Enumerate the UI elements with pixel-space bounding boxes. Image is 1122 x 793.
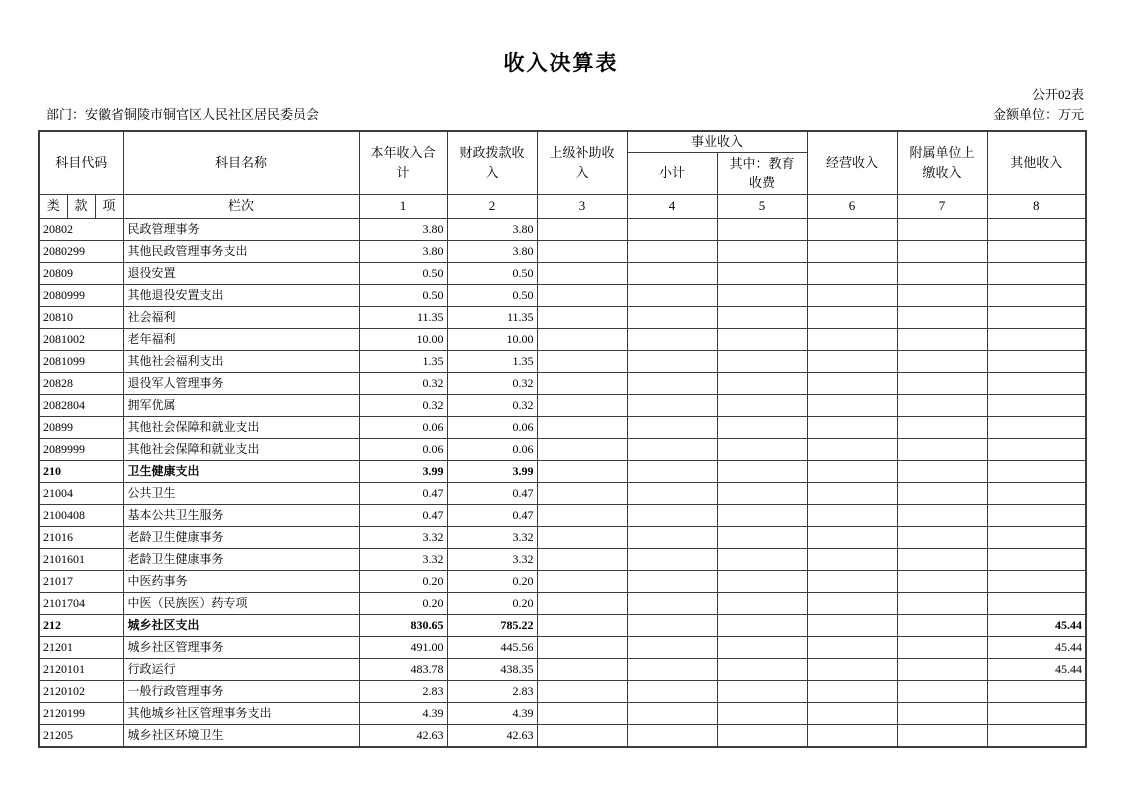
value-cell — [627, 636, 717, 658]
value-cell: 0.06 — [359, 438, 447, 460]
subject-code-cell: 2081002 — [39, 328, 123, 350]
value-cell — [537, 724, 627, 747]
value-cell — [627, 460, 717, 482]
value-cell: 0.32 — [447, 394, 537, 416]
value-cell — [987, 724, 1086, 747]
value-cell — [987, 394, 1086, 416]
value-cell: 0.47 — [447, 482, 537, 504]
value-cell: 3.99 — [447, 460, 537, 482]
subject-name-cell: 城乡社区支出 — [123, 614, 359, 636]
header-fiscal-appropriation: 财政拨款收入 — [447, 131, 537, 194]
subject-name-cell: 其他城乡社区管理事务支出 — [123, 702, 359, 724]
header-col-section: 款 — [67, 194, 95, 218]
subject-code-cell: 20810 — [39, 306, 123, 328]
value-cell — [627, 438, 717, 460]
value-cell — [807, 460, 897, 482]
column-number: 6 — [807, 194, 897, 218]
subject-code-cell: 2081099 — [39, 350, 123, 372]
table-row — [39, 680, 1086, 702]
subject-code-cell: 20828 — [39, 372, 123, 394]
column-number: 4 — [627, 194, 717, 218]
value-cell — [897, 240, 987, 262]
subject-name-cell: 其他退役安置支出 — [123, 284, 359, 306]
subject-name-cell: 老龄卫生健康事务 — [123, 548, 359, 570]
value-cell — [537, 284, 627, 306]
value-cell — [537, 482, 627, 504]
header-other-revenue: 其他收入 — [987, 131, 1086, 194]
subject-name-cell: 拥军优属 — [123, 394, 359, 416]
department-label: 部门：安徽省铜陵市铜官区人民社区居民委员会 — [46, 107, 320, 122]
value-cell — [627, 328, 717, 350]
value-cell — [987, 350, 1086, 372]
value-cell — [807, 416, 897, 438]
subject-name-cell: 其他民政管理事务支出 — [123, 240, 359, 262]
value-cell — [717, 636, 807, 658]
value-cell — [717, 614, 807, 636]
subject-name-cell: 其他社会福利支出 — [123, 350, 359, 372]
value-cell: 0.50 — [447, 262, 537, 284]
subject-code-cell: 20899 — [39, 416, 123, 438]
value-cell — [717, 394, 807, 416]
value-cell — [807, 482, 897, 504]
value-cell — [627, 592, 717, 614]
value-cell — [807, 394, 897, 416]
value-cell: 45.44 — [987, 614, 1086, 636]
subject-code-cell: 212 — [39, 614, 123, 636]
subject-name-cell: 退役安置 — [123, 262, 359, 284]
column-number: 2 — [447, 194, 537, 218]
value-cell — [897, 416, 987, 438]
value-cell — [627, 724, 717, 747]
table-row — [39, 482, 1086, 504]
value-cell — [627, 372, 717, 394]
header-operating-revenue: 经营收入 — [807, 131, 897, 194]
value-cell — [627, 570, 717, 592]
value-cell — [807, 218, 897, 240]
subject-code-cell: 21017 — [39, 570, 123, 592]
value-cell — [717, 724, 807, 747]
value-cell — [807, 328, 897, 350]
subject-code-cell: 20809 — [39, 262, 123, 284]
value-cell — [987, 504, 1086, 526]
unit-label: 金额单位：万元 — [992, 107, 1084, 122]
value-cell — [807, 438, 897, 460]
value-cell: 2.83 — [447, 680, 537, 702]
value-cell — [897, 350, 987, 372]
value-cell: 0.20 — [359, 592, 447, 614]
table-row — [39, 284, 1086, 306]
value-cell — [537, 240, 627, 262]
value-cell: 785.22 — [447, 614, 537, 636]
table-row — [39, 240, 1086, 262]
value-cell — [807, 570, 897, 592]
value-cell: 11.35 — [359, 306, 447, 328]
value-cell — [717, 570, 807, 592]
column-number: 5 — [717, 194, 807, 218]
subject-code-cell: 2082804 — [39, 394, 123, 416]
value-cell — [987, 218, 1086, 240]
value-cell — [537, 702, 627, 724]
subject-name-cell: 民政管理事务 — [123, 218, 359, 240]
value-cell: 0.32 — [359, 372, 447, 394]
value-cell — [987, 306, 1086, 328]
value-cell — [717, 372, 807, 394]
value-cell — [987, 240, 1086, 262]
table-row — [39, 614, 1086, 636]
value-cell — [627, 548, 717, 570]
value-cell: 3.32 — [447, 526, 537, 548]
value-cell: 3.80 — [359, 218, 447, 240]
subject-code-cell: 21004 — [39, 482, 123, 504]
value-cell — [987, 680, 1086, 702]
value-cell: 3.80 — [359, 240, 447, 262]
revenue-table — [38, 130, 1087, 748]
table-row — [39, 372, 1086, 394]
value-cell — [897, 570, 987, 592]
subject-name-cell: 其他社会保障和就业支出 — [123, 438, 359, 460]
table-row — [39, 702, 1086, 724]
value-cell — [717, 504, 807, 526]
value-cell — [627, 394, 717, 416]
value-cell — [537, 526, 627, 548]
subject-name-cell: 其他社会保障和就业支出 — [123, 416, 359, 438]
value-cell — [537, 570, 627, 592]
value-cell: 42.63 — [447, 724, 537, 747]
subject-code-cell: 2120102 — [39, 680, 123, 702]
subject-code-cell: 2101704 — [39, 592, 123, 614]
value-cell — [897, 284, 987, 306]
value-cell: 10.00 — [359, 328, 447, 350]
subject-code-cell: 21205 — [39, 724, 123, 747]
header-superior-subsidy: 上级补助收入 — [537, 131, 627, 194]
value-cell — [537, 504, 627, 526]
value-cell — [897, 328, 987, 350]
subject-name-cell: 老龄卫生健康事务 — [123, 526, 359, 548]
value-cell — [537, 416, 627, 438]
subject-name-cell: 基本公共卫生服务 — [123, 504, 359, 526]
value-cell — [987, 460, 1086, 482]
subject-code-cell: 2120199 — [39, 702, 123, 724]
subject-name-cell: 公共卫生 — [123, 482, 359, 504]
value-cell: 4.39 — [359, 702, 447, 724]
subject-code-cell: 2100408 — [39, 504, 123, 526]
value-cell: 445.56 — [447, 636, 537, 658]
table-row — [39, 504, 1086, 526]
table-row — [39, 658, 1086, 680]
subject-code-cell: 210 — [39, 460, 123, 482]
value-cell — [897, 614, 987, 636]
page-title: 收入决算表 — [503, 52, 619, 75]
subject-name-cell: 城乡社区环境卫生 — [123, 724, 359, 747]
value-cell — [537, 328, 627, 350]
header-col-item: 项 — [95, 194, 123, 218]
header-affiliated-units: 附属单位上缴收入 — [897, 131, 987, 194]
value-cell — [717, 284, 807, 306]
value-cell — [807, 702, 897, 724]
value-cell — [897, 548, 987, 570]
subject-name-cell: 退役军人管理事务 — [123, 372, 359, 394]
value-cell: 1.35 — [447, 350, 537, 372]
value-cell — [717, 482, 807, 504]
value-cell: 483.78 — [359, 658, 447, 680]
table-row — [39, 592, 1086, 614]
value-cell — [717, 658, 807, 680]
value-cell: 0.50 — [447, 284, 537, 306]
subject-code-cell: 20802 — [39, 218, 123, 240]
value-cell — [627, 416, 717, 438]
column-number: 8 — [987, 194, 1086, 218]
value-cell: 1.35 — [359, 350, 447, 372]
value-cell: 3.32 — [359, 548, 447, 570]
value-cell — [807, 592, 897, 614]
value-cell — [897, 680, 987, 702]
value-cell — [717, 218, 807, 240]
value-cell: 3.99 — [359, 460, 447, 482]
value-cell — [897, 658, 987, 680]
header-total-revenue: 本年收入合计 — [359, 131, 447, 194]
value-cell — [537, 658, 627, 680]
value-cell — [717, 416, 807, 438]
table-row — [39, 328, 1086, 350]
table-row — [39, 218, 1086, 240]
value-cell — [717, 438, 807, 460]
header-subject-name: 科目名称 — [123, 131, 359, 194]
value-cell — [897, 526, 987, 548]
value-cell: 45.44 — [987, 636, 1086, 658]
value-cell: 0.47 — [447, 504, 537, 526]
header-business-subtotal: 小计 — [627, 152, 717, 194]
value-cell: 0.32 — [447, 372, 537, 394]
header-lanci: 栏次 — [123, 194, 359, 218]
value-cell: 0.20 — [447, 570, 537, 592]
table-row — [39, 394, 1086, 416]
value-cell — [807, 350, 897, 372]
subject-code-cell: 2089999 — [39, 438, 123, 460]
subject-name-cell: 社会福利 — [123, 306, 359, 328]
value-cell: 0.47 — [359, 482, 447, 504]
value-cell — [717, 592, 807, 614]
value-cell — [807, 372, 897, 394]
value-cell: 3.32 — [359, 526, 447, 548]
value-cell: 0.20 — [359, 570, 447, 592]
value-cell — [627, 218, 717, 240]
value-cell — [537, 614, 627, 636]
value-cell — [987, 482, 1086, 504]
value-cell — [807, 724, 897, 747]
value-cell — [537, 460, 627, 482]
value-cell — [987, 438, 1086, 460]
value-cell — [717, 328, 807, 350]
table-row — [39, 350, 1086, 372]
value-cell — [627, 306, 717, 328]
subject-code-cell: 21201 — [39, 636, 123, 658]
value-cell — [897, 372, 987, 394]
value-cell — [627, 526, 717, 548]
value-cell: 830.65 — [359, 614, 447, 636]
subject-name-cell: 老年福利 — [123, 328, 359, 350]
meta-row — [46, 104, 1084, 123]
table-row — [39, 570, 1086, 592]
column-number: 3 — [537, 194, 627, 218]
value-cell — [807, 658, 897, 680]
column-number: 1 — [359, 194, 447, 218]
value-cell: 45.44 — [987, 658, 1086, 680]
value-cell — [807, 284, 897, 306]
value-cell — [717, 548, 807, 570]
header-col-category: 类 — [39, 194, 67, 218]
subject-name-cell: 卫生健康支出 — [123, 460, 359, 482]
value-cell — [537, 394, 627, 416]
header-business-revenue: 事业收入 — [627, 131, 807, 152]
value-cell — [897, 218, 987, 240]
value-cell — [537, 438, 627, 460]
table-row — [39, 724, 1086, 747]
value-cell — [897, 592, 987, 614]
value-cell — [987, 570, 1086, 592]
value-cell — [987, 284, 1086, 306]
table-row — [39, 526, 1086, 548]
value-cell: 3.80 — [447, 218, 537, 240]
value-cell — [987, 592, 1086, 614]
subject-code-cell: 21016 — [39, 526, 123, 548]
value-cell — [897, 394, 987, 416]
value-cell — [717, 680, 807, 702]
value-cell: 42.63 — [359, 724, 447, 747]
table-number-label: 公开02表 — [1031, 87, 1084, 102]
value-cell — [537, 548, 627, 570]
value-cell — [987, 526, 1086, 548]
value-cell — [627, 614, 717, 636]
subject-code-cell: 2101601 — [39, 548, 123, 570]
value-cell — [627, 350, 717, 372]
value-cell — [987, 372, 1086, 394]
value-cell: 0.20 — [447, 592, 537, 614]
value-cell — [807, 680, 897, 702]
value-cell — [897, 636, 987, 658]
value-cell: 2.83 — [359, 680, 447, 702]
value-cell — [627, 284, 717, 306]
table-row — [39, 636, 1086, 658]
subject-name-cell: 行政运行 — [123, 658, 359, 680]
value-cell — [807, 526, 897, 548]
subject-name-cell: 一般行政管理事务 — [123, 680, 359, 702]
table-row — [39, 262, 1086, 284]
table-body — [39, 218, 1086, 747]
value-cell — [897, 438, 987, 460]
subject-name-cell: 中医（民族医）药专项 — [123, 592, 359, 614]
value-cell — [897, 504, 987, 526]
value-cell — [627, 262, 717, 284]
value-cell — [897, 702, 987, 724]
value-cell: 0.50 — [359, 284, 447, 306]
value-cell — [537, 636, 627, 658]
value-cell — [717, 240, 807, 262]
table-row — [39, 460, 1086, 482]
value-cell — [717, 702, 807, 724]
value-cell: 0.06 — [447, 416, 537, 438]
value-cell — [627, 504, 717, 526]
value-cell — [987, 548, 1086, 570]
value-cell: 0.47 — [359, 504, 447, 526]
value-cell: 0.06 — [447, 438, 537, 460]
value-cell — [807, 636, 897, 658]
value-cell — [537, 350, 627, 372]
value-cell — [627, 240, 717, 262]
value-cell — [897, 724, 987, 747]
value-cell — [627, 702, 717, 724]
value-cell: 4.39 — [447, 702, 537, 724]
table-row — [39, 438, 1086, 460]
value-cell — [717, 526, 807, 548]
value-cell — [807, 614, 897, 636]
header-subject-code: 科目代码 — [39, 131, 123, 194]
value-cell — [537, 262, 627, 284]
value-cell: 10.00 — [447, 328, 537, 350]
value-cell — [717, 306, 807, 328]
value-cell — [987, 262, 1086, 284]
value-cell — [897, 262, 987, 284]
value-cell — [807, 262, 897, 284]
value-cell — [807, 240, 897, 262]
value-cell — [537, 680, 627, 702]
subject-code-cell: 2080299 — [39, 240, 123, 262]
value-cell: 0.06 — [359, 416, 447, 438]
value-cell — [897, 482, 987, 504]
header-education-fees: 其中：教育收费 — [717, 152, 807, 194]
value-cell: 11.35 — [447, 306, 537, 328]
value-cell — [987, 702, 1086, 724]
value-cell — [807, 504, 897, 526]
column-number: 7 — [897, 194, 987, 218]
subject-name-cell: 城乡社区管理事务 — [123, 636, 359, 658]
value-cell — [897, 460, 987, 482]
value-cell — [627, 482, 717, 504]
value-cell: 0.32 — [359, 394, 447, 416]
value-cell — [537, 372, 627, 394]
value-cell — [717, 460, 807, 482]
value-cell: 491.00 — [359, 636, 447, 658]
table-row — [39, 548, 1086, 570]
subject-name-cell: 中医药事务 — [123, 570, 359, 592]
subject-code-cell: 2120101 — [39, 658, 123, 680]
value-cell — [537, 306, 627, 328]
value-cell: 3.80 — [447, 240, 537, 262]
value-cell — [807, 306, 897, 328]
value-cell — [717, 350, 807, 372]
table-row — [39, 416, 1086, 438]
value-cell — [987, 416, 1086, 438]
value-cell — [537, 592, 627, 614]
value-cell: 0.50 — [359, 262, 447, 284]
value-cell — [537, 218, 627, 240]
value-cell — [627, 658, 717, 680]
subject-code-cell: 2080999 — [39, 284, 123, 306]
table-header — [39, 131, 1086, 218]
value-cell — [717, 262, 807, 284]
value-cell — [627, 680, 717, 702]
table-row — [39, 306, 1086, 328]
value-cell — [897, 306, 987, 328]
value-cell: 438.35 — [447, 658, 537, 680]
value-cell — [987, 328, 1086, 350]
value-cell: 3.32 — [447, 548, 537, 570]
value-cell — [807, 548, 897, 570]
